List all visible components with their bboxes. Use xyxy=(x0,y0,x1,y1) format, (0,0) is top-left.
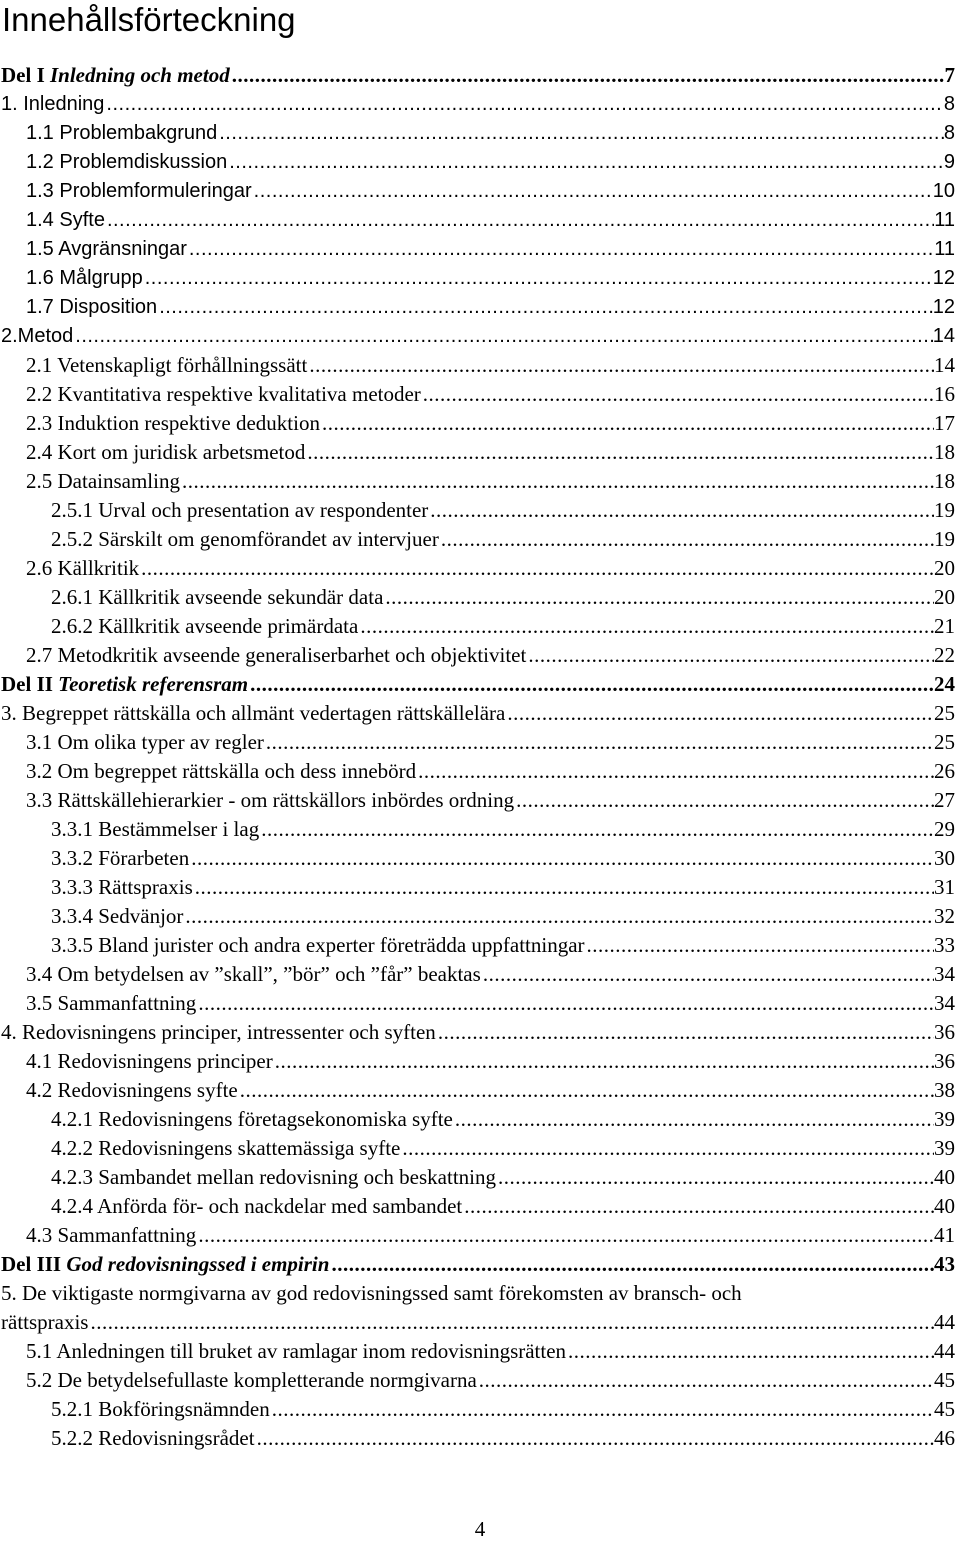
toc-entry[interactable] xyxy=(26,467,955,496)
toc-page-number: 41 xyxy=(934,1223,955,1247)
toc-page-number: 18 xyxy=(934,440,955,464)
toc-part-number: Del II xyxy=(1,672,59,696)
dot-leader xyxy=(196,1221,934,1250)
toc-entry[interactable] xyxy=(26,1337,955,1366)
toc-entry-label: 2.5 Datainsamling xyxy=(26,469,180,493)
toc-entry-label xyxy=(1,1250,329,1279)
toc-page-number: 20 xyxy=(934,585,955,609)
dot-leader xyxy=(305,438,934,467)
toc-entry[interactable] xyxy=(51,1424,955,1453)
toc-entry-label: 3.5 Sammanfattning xyxy=(26,991,197,1015)
dot-leader xyxy=(227,148,944,177)
dot-leader xyxy=(566,1337,934,1366)
dot-leader xyxy=(259,815,934,844)
dot-leader xyxy=(421,380,934,409)
toc-page-number: 11 xyxy=(934,238,955,260)
toc-part-title: Inledning och metod xyxy=(50,63,230,87)
toc-page-number: 27 xyxy=(934,788,955,812)
dot-leader xyxy=(230,61,945,90)
toc-entry[interactable] xyxy=(1,90,955,119)
dot-leader xyxy=(320,409,934,438)
dot-leader xyxy=(307,351,934,380)
toc-page-number: 10 xyxy=(932,180,955,202)
toc-entry-label: 2.7 Metodkritik avseende generaliserbarhet och objektivitet xyxy=(26,643,527,667)
toc-entry-label: 5.2 De betydelsefullaste kompletterande normgivarna xyxy=(26,1368,477,1392)
toc-entry-label: 5.2.1 Bokföringsnämnden xyxy=(51,1397,270,1421)
toc-entry-label: 1. Inledning xyxy=(1,93,105,115)
toc-entry[interactable] xyxy=(26,757,955,786)
dot-leader xyxy=(526,641,934,670)
page-title: Innehållsförteckning xyxy=(2,1,296,38)
toc-page-number: 33 xyxy=(934,933,955,957)
toc-entry-label: 3.3.3 Rättspraxis xyxy=(51,875,193,899)
toc-entry-label: 4.1 Redovisningens principer xyxy=(26,1049,273,1073)
toc-entry-label: 2.1 Vetenskapligt förhållningssätt xyxy=(26,353,308,377)
toc-entry-label: 1.4 Syfte xyxy=(26,209,105,231)
toc-entry[interactable] xyxy=(26,119,955,148)
dot-leader xyxy=(187,235,934,264)
toc-entry[interactable] xyxy=(51,815,955,844)
toc-entry-label: 2.6 Källkritik xyxy=(26,556,140,580)
toc-entry-label: 4.2.1 Redovisningens företagsekonomiska syfte xyxy=(51,1107,453,1131)
toc-page-number: 20 xyxy=(934,556,955,580)
dot-leader xyxy=(180,467,934,496)
dot-leader xyxy=(462,1192,934,1221)
toc-entry-label: 5.1 Anledningen till bruket av ramlagar inom redovisningsrätten xyxy=(26,1339,567,1363)
toc-entry-label: 4.2.3 Sambandet mellan redovisning och beskattning xyxy=(51,1165,496,1189)
dot-leader xyxy=(189,844,934,873)
toc-page-number: 32 xyxy=(934,904,955,928)
toc-page-number: 9 xyxy=(943,151,955,173)
toc-entry-label xyxy=(1,61,230,90)
toc-entry[interactable] xyxy=(51,1395,955,1424)
dot-leader xyxy=(73,322,932,351)
toc-entry-label: 2.6.1 Källkritik avseende sekundär data xyxy=(51,585,384,609)
toc-entry-label: 2.5.1 Urval och presentation av respondenter xyxy=(51,498,429,522)
dot-leader xyxy=(329,1250,934,1279)
toc-entry-label: 4.3 Sammanfattning xyxy=(26,1223,197,1247)
dot-leader xyxy=(139,554,934,583)
toc-page-number: 40 xyxy=(934,1165,955,1189)
toc-page-number: 40 xyxy=(934,1194,955,1218)
toc-page-number: 39 xyxy=(934,1136,955,1160)
dot-leader xyxy=(248,670,934,699)
toc-entry[interactable] xyxy=(26,380,955,409)
toc-entry-label: 1.2 Problemdiskussion xyxy=(26,151,228,173)
toc-entry[interactable] xyxy=(26,206,955,235)
toc-entry[interactable] xyxy=(26,293,955,322)
toc-page-number: 39 xyxy=(934,1107,955,1131)
toc-entry[interactable] xyxy=(26,177,955,206)
toc-part-number: Del I xyxy=(1,63,50,87)
toc-page-number: 46 xyxy=(934,1426,955,1450)
toc-entry[interactable] xyxy=(51,1105,955,1134)
toc-entry-label: 3.3.1 Bestämmelser i lag xyxy=(51,817,260,841)
toc-page-number: 45 xyxy=(934,1397,955,1421)
dot-leader xyxy=(496,1163,934,1192)
page-number: 4 xyxy=(474,1517,486,1541)
toc-entry[interactable] xyxy=(51,873,955,902)
toc-entry-heading-line: 5. De viktigaste normgivarna av god redovisningssed samt förekomsten av bransch- och xyxy=(1,1281,742,1305)
toc-page-number: 36 xyxy=(934,1049,955,1073)
toc-page-number: 44 xyxy=(934,1310,955,1334)
toc-part-heading[interactable] xyxy=(1,670,955,699)
dot-leader xyxy=(453,1105,934,1134)
dot-leader xyxy=(264,728,934,757)
toc-entry[interactable] xyxy=(51,612,955,641)
toc-page-number: 25 xyxy=(934,730,955,754)
toc-entry-label: 3.3.2 Förarbeten xyxy=(51,846,190,870)
dot-leader xyxy=(143,264,933,293)
toc-entry[interactable] xyxy=(26,554,955,583)
toc-page-number: 8 xyxy=(943,122,955,144)
dot-leader xyxy=(383,583,934,612)
toc-entry-label: 2.4 Kort om juridisk arbetsmetod xyxy=(26,440,306,464)
toc-page-number: 38 xyxy=(934,1078,955,1102)
toc-page-number: 26 xyxy=(934,759,955,783)
dot-leader xyxy=(255,1424,934,1453)
toc-page-number: 17 xyxy=(934,411,955,435)
toc-entry[interactable] xyxy=(26,786,955,815)
toc-entry-label: 1.5 Avgränsningar xyxy=(26,238,187,260)
toc-entry[interactable] xyxy=(51,525,955,554)
toc-entry-label: 2.3 Induktion respektive deduktion xyxy=(26,411,320,435)
toc-entry[interactable] xyxy=(1,1308,955,1337)
toc-entry-label: 2.6.2 Källkritik avseende primärdata xyxy=(51,614,359,638)
dot-leader xyxy=(358,612,934,641)
toc-page-number: 30 xyxy=(934,846,955,870)
toc-entry[interactable] xyxy=(51,1134,955,1163)
toc-entry[interactable] xyxy=(51,496,955,525)
toc-entry-label: 2.5.2 Särskilt om genomförandet av intervjuer xyxy=(51,527,439,551)
toc-entry-label: 4.2.2 Redovisningens skattemässiga syfte xyxy=(51,1136,401,1160)
toc-entry[interactable] xyxy=(26,235,955,264)
toc-page-number: 25 xyxy=(934,701,955,725)
dot-leader xyxy=(104,90,943,119)
toc-entry[interactable] xyxy=(1,699,955,728)
toc-entry-label: 3.3.5 Bland jurister och andra experter företrädda uppfattningar xyxy=(51,933,585,957)
toc-entry[interactable] xyxy=(1,1018,955,1047)
toc-entry-label: 3.4 Om betydelsen av ”skall”, ”bör” och ”får” beaktas xyxy=(26,962,481,986)
toc-page-number: 18 xyxy=(934,469,955,493)
dot-leader xyxy=(252,177,933,206)
dot-leader xyxy=(193,873,934,902)
toc-part-heading[interactable] xyxy=(1,1250,955,1279)
toc-part-heading[interactable] xyxy=(1,61,955,90)
dot-leader xyxy=(196,989,934,1018)
toc-entry-label: 4. Redovisningens principer, intressenter och syften xyxy=(1,1020,436,1044)
toc-entry-label: 3. Begreppet rättskälla och allmänt vedertagen rättskällelära xyxy=(1,701,506,725)
toc-part-title: God redovisningssed i empirin xyxy=(66,1252,330,1276)
dot-leader xyxy=(416,757,934,786)
toc-page-number: 16 xyxy=(934,382,955,406)
toc-page-number: 7 xyxy=(944,63,955,87)
toc-entry[interactable] xyxy=(51,931,955,960)
toc-page-number: 22 xyxy=(934,643,955,667)
toc-page-number: 19 xyxy=(934,527,955,551)
toc-entry-label: 3.1 Om olika typer av regler xyxy=(26,730,264,754)
dot-leader xyxy=(428,496,934,525)
dot-leader xyxy=(477,1366,934,1395)
toc-entry-label: 3.3.4 Sedvänjor xyxy=(51,904,184,928)
dot-leader xyxy=(273,1047,934,1076)
toc-part-title: Teoretisk referensram xyxy=(58,672,249,696)
toc-entry[interactable] xyxy=(26,728,955,757)
toc-entry[interactable] xyxy=(26,1221,955,1250)
toc-page-number: 21 xyxy=(934,614,955,638)
toc-entry[interactable] xyxy=(51,1163,955,1192)
dot-leader xyxy=(439,525,934,554)
toc-page-number: 12 xyxy=(932,296,955,318)
toc-page-number: 14 xyxy=(934,353,955,377)
toc-entry-label: 2.Metod xyxy=(1,325,74,347)
toc-entry[interactable] xyxy=(26,351,955,380)
toc-entry-label: 3.3 Rättskällehierarkier - om rättskällors inbördes ordning xyxy=(26,788,515,812)
toc-entry[interactable] xyxy=(51,1192,955,1221)
toc-entry-label: 4.2 Redovisningens syfte xyxy=(26,1078,238,1102)
toc-entry[interactable] xyxy=(51,844,955,873)
dot-leader xyxy=(88,1308,934,1337)
toc-entry[interactable] xyxy=(26,264,955,293)
toc-page-number: 31 xyxy=(934,875,955,899)
toc-entry[interactable] xyxy=(26,1366,955,1395)
toc-page-number: 12 xyxy=(932,267,955,289)
toc-entry[interactable] xyxy=(1,322,955,351)
dot-leader xyxy=(183,902,934,931)
dot-leader xyxy=(585,931,934,960)
toc-entry-label: 1.6 Målgrupp xyxy=(26,267,143,289)
toc-page-number: 19 xyxy=(934,498,955,522)
dot-leader xyxy=(157,293,933,322)
toc-entry[interactable] xyxy=(26,1076,955,1105)
toc-entry[interactable] xyxy=(26,148,955,177)
dot-leader xyxy=(436,1018,934,1047)
dot-leader xyxy=(481,960,934,989)
toc-entry[interactable] xyxy=(51,583,955,612)
dot-leader xyxy=(270,1395,934,1424)
toc-page-number: 34 xyxy=(934,962,955,986)
toc-page-number: 34 xyxy=(934,991,955,1015)
toc-entry-label: 1.1 Problembakgrund xyxy=(26,122,218,144)
dot-leader xyxy=(505,699,934,728)
toc-part-number: Del III xyxy=(1,1252,67,1276)
toc-entry-label: rättspraxis xyxy=(1,1310,89,1334)
toc-entry[interactable] xyxy=(26,641,955,670)
toc-entry-label: 2.2 Kvantitativa respektive kvalitativa metoder xyxy=(26,382,421,406)
toc-page-number: 43 xyxy=(934,1252,955,1276)
toc-entry-label: 1.3 Problemformuleringar xyxy=(26,180,252,202)
toc-entry[interactable] xyxy=(26,438,955,467)
dot-leader xyxy=(400,1134,934,1163)
toc-page-number: 11 xyxy=(934,209,955,231)
toc-entry-label: 1.7 Disposition xyxy=(26,296,158,318)
dot-leader xyxy=(105,206,934,235)
toc-entry[interactable] xyxy=(26,409,955,438)
dot-leader xyxy=(514,786,934,815)
toc-entry[interactable] xyxy=(51,902,955,931)
toc-page-number: 8 xyxy=(943,93,955,115)
toc-page-number: 24 xyxy=(934,672,955,696)
toc-entry[interactable] xyxy=(26,989,955,1018)
toc-entry-label xyxy=(1,670,248,699)
dot-leader xyxy=(217,119,944,148)
toc-entry[interactable] xyxy=(26,960,955,989)
dot-leader xyxy=(238,1076,934,1105)
toc-page-number: 45 xyxy=(934,1368,955,1392)
toc-entry[interactable] xyxy=(26,1047,955,1076)
toc-entry-label: 3.2 Om begreppet rättskälla och dess innebörd xyxy=(26,759,417,783)
toc-page-number: 29 xyxy=(934,817,955,841)
toc-entry-label: 4.2.4 Anförda för- och nackdelar med sambandet xyxy=(51,1194,463,1218)
toc-entry-label: 5.2.2 Redovisningsrådet xyxy=(51,1426,255,1450)
toc-page-number: 14 xyxy=(932,325,955,347)
toc-page-number: 36 xyxy=(934,1020,955,1044)
toc-page-number: 44 xyxy=(934,1339,955,1363)
